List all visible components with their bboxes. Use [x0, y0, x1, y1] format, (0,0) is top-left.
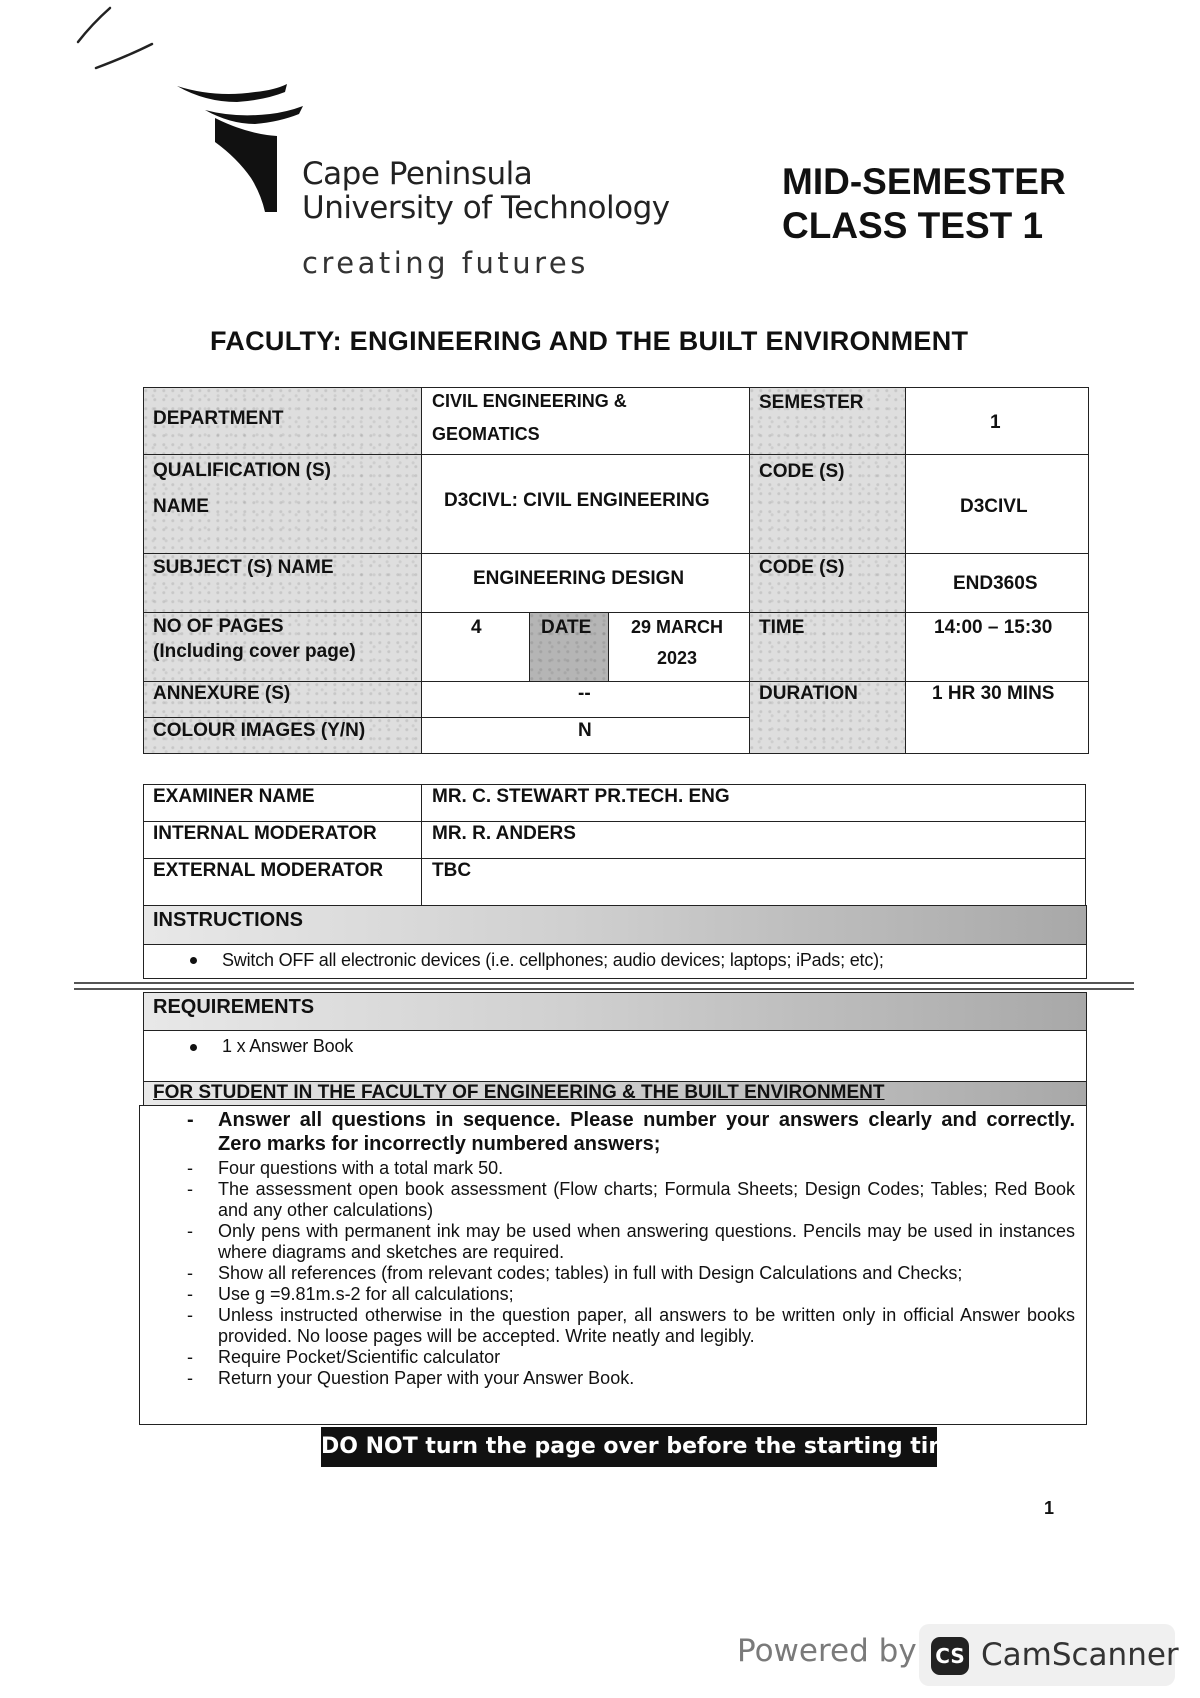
camscanner-badge	[919, 1624, 1179, 1686]
semester-label: SEMESTER	[759, 392, 864, 413]
external-label: EXTERNAL MODERATOR	[153, 860, 384, 881]
test-title	[782, 160, 1066, 248]
university-name-line2: University of Technology	[302, 190, 670, 226]
student-item: - Unless instructed otherwise in the question paper, all answers to be written only in official Answer books provided. No loose pages will be accepted. Write neatly and legibly.	[187, 1305, 1075, 1346]
qualification-label-line1: QUALIFICATION (S)	[153, 460, 332, 481]
test-title-line2: CLASS TEST 1	[782, 205, 1044, 246]
pages-label-line2: (Including cover page)	[153, 641, 356, 662]
date-value-line2: 2023	[657, 648, 698, 668]
dash-icon: -	[187, 1158, 193, 1178]
requirements-heading: REQUIREMENTS	[153, 996, 315, 1018]
dash-icon: -	[187, 1305, 193, 1325]
annexure-value: --	[578, 683, 591, 704]
dash-icon: -	[187, 1284, 193, 1304]
code1-value: D3CIVL	[960, 496, 1028, 517]
camscanner-icon: CS	[931, 1637, 969, 1675]
code1-label: CODE (S)	[759, 461, 845, 482]
scan-line	[74, 982, 1134, 984]
subject-value: ENGINEERING DESIGN	[473, 568, 685, 589]
student-instructions-list	[187, 1108, 1075, 1389]
test-title-line1: MID-SEMESTER	[782, 161, 1066, 202]
examiner-value: MR. C. STEWART PR.TECH. ENG	[432, 786, 730, 807]
subject-label: SUBJECT (S) NAME	[153, 557, 334, 578]
qualification-value: D3CIVL: CIVIL ENGINEERING	[444, 490, 710, 511]
student-item: - The assessment open book assessment (Flow charts; Formula Sheets; Design Codes; Tables; Red Book and any other calculations)	[187, 1179, 1075, 1220]
dash-icon: -	[187, 1347, 193, 1367]
camscanner-brand: CamScanner	[981, 1637, 1179, 1673]
student-heading: FOR STUDENT IN THE FACULTY OF ENGINEERING & THE BUILT ENVIRONMENT	[153, 1082, 885, 1103]
dash-icon: -	[187, 1368, 193, 1388]
time-value: 14:00 – 15:30	[934, 617, 1053, 638]
do-not-turn-banner: DO NOT turn the page over before the starting time	[321, 1427, 937, 1467]
colour-value: N	[578, 720, 592, 741]
university-name-line1: Cape Peninsula	[302, 156, 533, 192]
code2-label: CODE (S)	[759, 557, 845, 578]
examiner-label: EXAMINER NAME	[153, 786, 315, 807]
external-value-cell	[421, 858, 1086, 906]
pages-label-line1: NO OF PAGES	[153, 616, 284, 637]
qualification-label-line2: NAME	[153, 496, 209, 517]
dash-icon: -	[187, 1109, 194, 1131]
department-value-line2: GEOMATICS	[432, 424, 540, 444]
time-label: TIME	[759, 617, 805, 638]
pages-value: 4	[471, 617, 482, 638]
faculty-heading: FACULTY: ENGINEERING AND THE BUILT ENVIRONMENT	[210, 326, 969, 356]
external-value: TBC	[432, 860, 472, 881]
date-label: DATE	[541, 617, 592, 638]
bullet-icon	[190, 1044, 197, 1051]
student-item: - Use g =9.81m.s-2 for all calculations;	[187, 1284, 514, 1304]
page-number: 1	[1044, 1498, 1055, 1518]
bullet-icon	[190, 957, 197, 964]
student-item: - Answer all questions in sequence. Please number your answers clearly and correctly. Zero marks for incorrectly numbered answers;	[187, 1109, 1075, 1155]
pen-marks	[70, 0, 160, 80]
powered-by-label: Powered by	[737, 1633, 917, 1669]
student-item: - Only pens with permanent ink may be used when answering questions. Pencils may be used in instances where diagrams and sketches are required.	[187, 1221, 1075, 1262]
student-item: - Require Pocket/Scientific calculator	[187, 1347, 501, 1367]
student-item: - Four questions with a total mark 50.	[187, 1158, 504, 1178]
dash-icon: -	[187, 1263, 193, 1283]
university-tagline: creating futures	[302, 246, 589, 280]
student-item: - Show all references (from relevant codes; tables) in full with Design Calculations and Checks;	[187, 1263, 963, 1283]
duration-label: DURATION	[759, 683, 858, 704]
dash-icon: -	[187, 1221, 193, 1241]
instructions-item: Switch OFF all electronic devices (i.e. cellphones; audio devices; laptops; iPads; etc);	[222, 950, 884, 970]
colour-label: COLOUR IMAGES (Y/N)	[153, 720, 366, 741]
instructions-heading: INSTRUCTIONS	[153, 909, 303, 931]
scan-line	[74, 988, 1134, 990]
duration-value: 1 HR 30 MINS	[932, 683, 1055, 704]
student-item: - Return your Question Paper with your Answer Book.	[187, 1368, 635, 1388]
date-value-line1: 29 MARCH	[631, 617, 724, 637]
annexure-label: ANNEXURE (S)	[153, 683, 291, 704]
internal-label: INTERNAL MODERATOR	[153, 823, 377, 844]
internal-value: MR. R. ANDERS	[432, 823, 576, 844]
department-value-line1: CIVIL ENGINEERING &	[432, 391, 627, 411]
dash-icon: -	[187, 1179, 193, 1199]
requirements-item: 1 x Answer Book	[222, 1036, 354, 1056]
code2-value: END360S	[953, 573, 1038, 594]
semester-value: 1	[990, 412, 1001, 433]
department-label: DEPARTMENT	[153, 408, 284, 429]
